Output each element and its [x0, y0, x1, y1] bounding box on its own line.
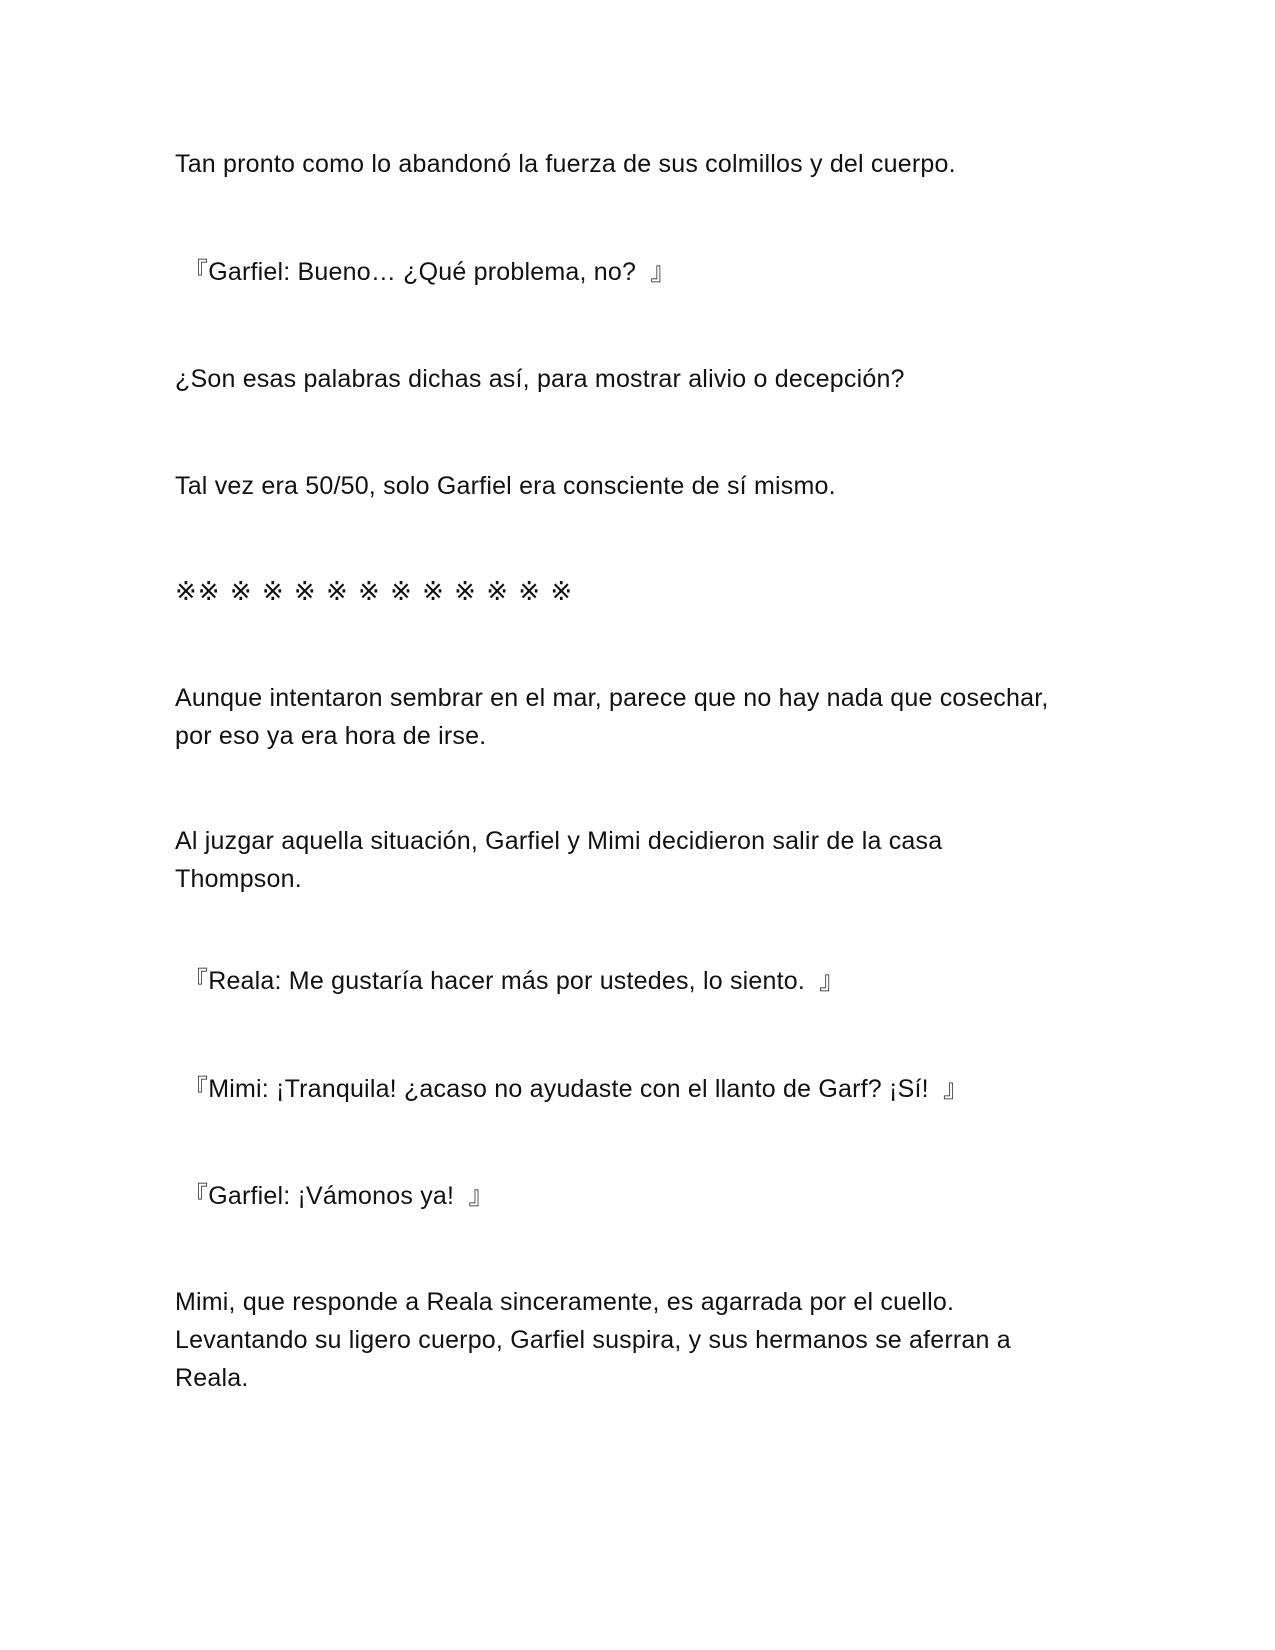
- paragraph-6: Mimi, que responde a Reala sinceramente, es agarrada por el cuello. Levantando su ligero cuerpo, Garfiel suspira, y sus hermanos se aferran a Reala.: [175, 1288, 1011, 1392]
- paragraph-2: ¿Son esas palabras dichas así, para mostrar alivio o decepción?: [175, 365, 905, 393]
- dialogue-garfiel-2: 『Garfiel: ¡Vámonos ya! 』: [183, 1182, 494, 1210]
- dialogue-mimi: 『Mimi: ¡Tranquila! ¿acaso no ayudaste con el llanto de Garf? ¡Sí! 』: [183, 1075, 969, 1103]
- paragraph-3: Tal vez era 50/50, solo Garfiel era consciente de sí mismo.: [175, 472, 836, 500]
- paragraph-5: Al juzgar aquella situación, Garfiel y Mimi decidieron salir de la casa Thompson.: [175, 827, 943, 893]
- section-separator: ※※ ※ ※ ※ ※ ※ ※ ※ ※ ※ ※ ※: [175, 577, 574, 607]
- paragraph-4: Aunque intentaron sembrar en el mar, parece que no hay nada que cosechar, por eso ya era hora de irse.: [175, 684, 1049, 750]
- dialogue-reala: 『Reala: Me gustaría hacer más por ustedes, lo siento. 』: [183, 967, 845, 995]
- paragraph-1: Tan pronto como lo abandonó la fuerza de sus colmillos y del cuerpo.: [175, 150, 956, 178]
- dialogue-garfiel-1: 『Garfiel: Bueno… ¿Qué problema, no? 』: [183, 258, 676, 286]
